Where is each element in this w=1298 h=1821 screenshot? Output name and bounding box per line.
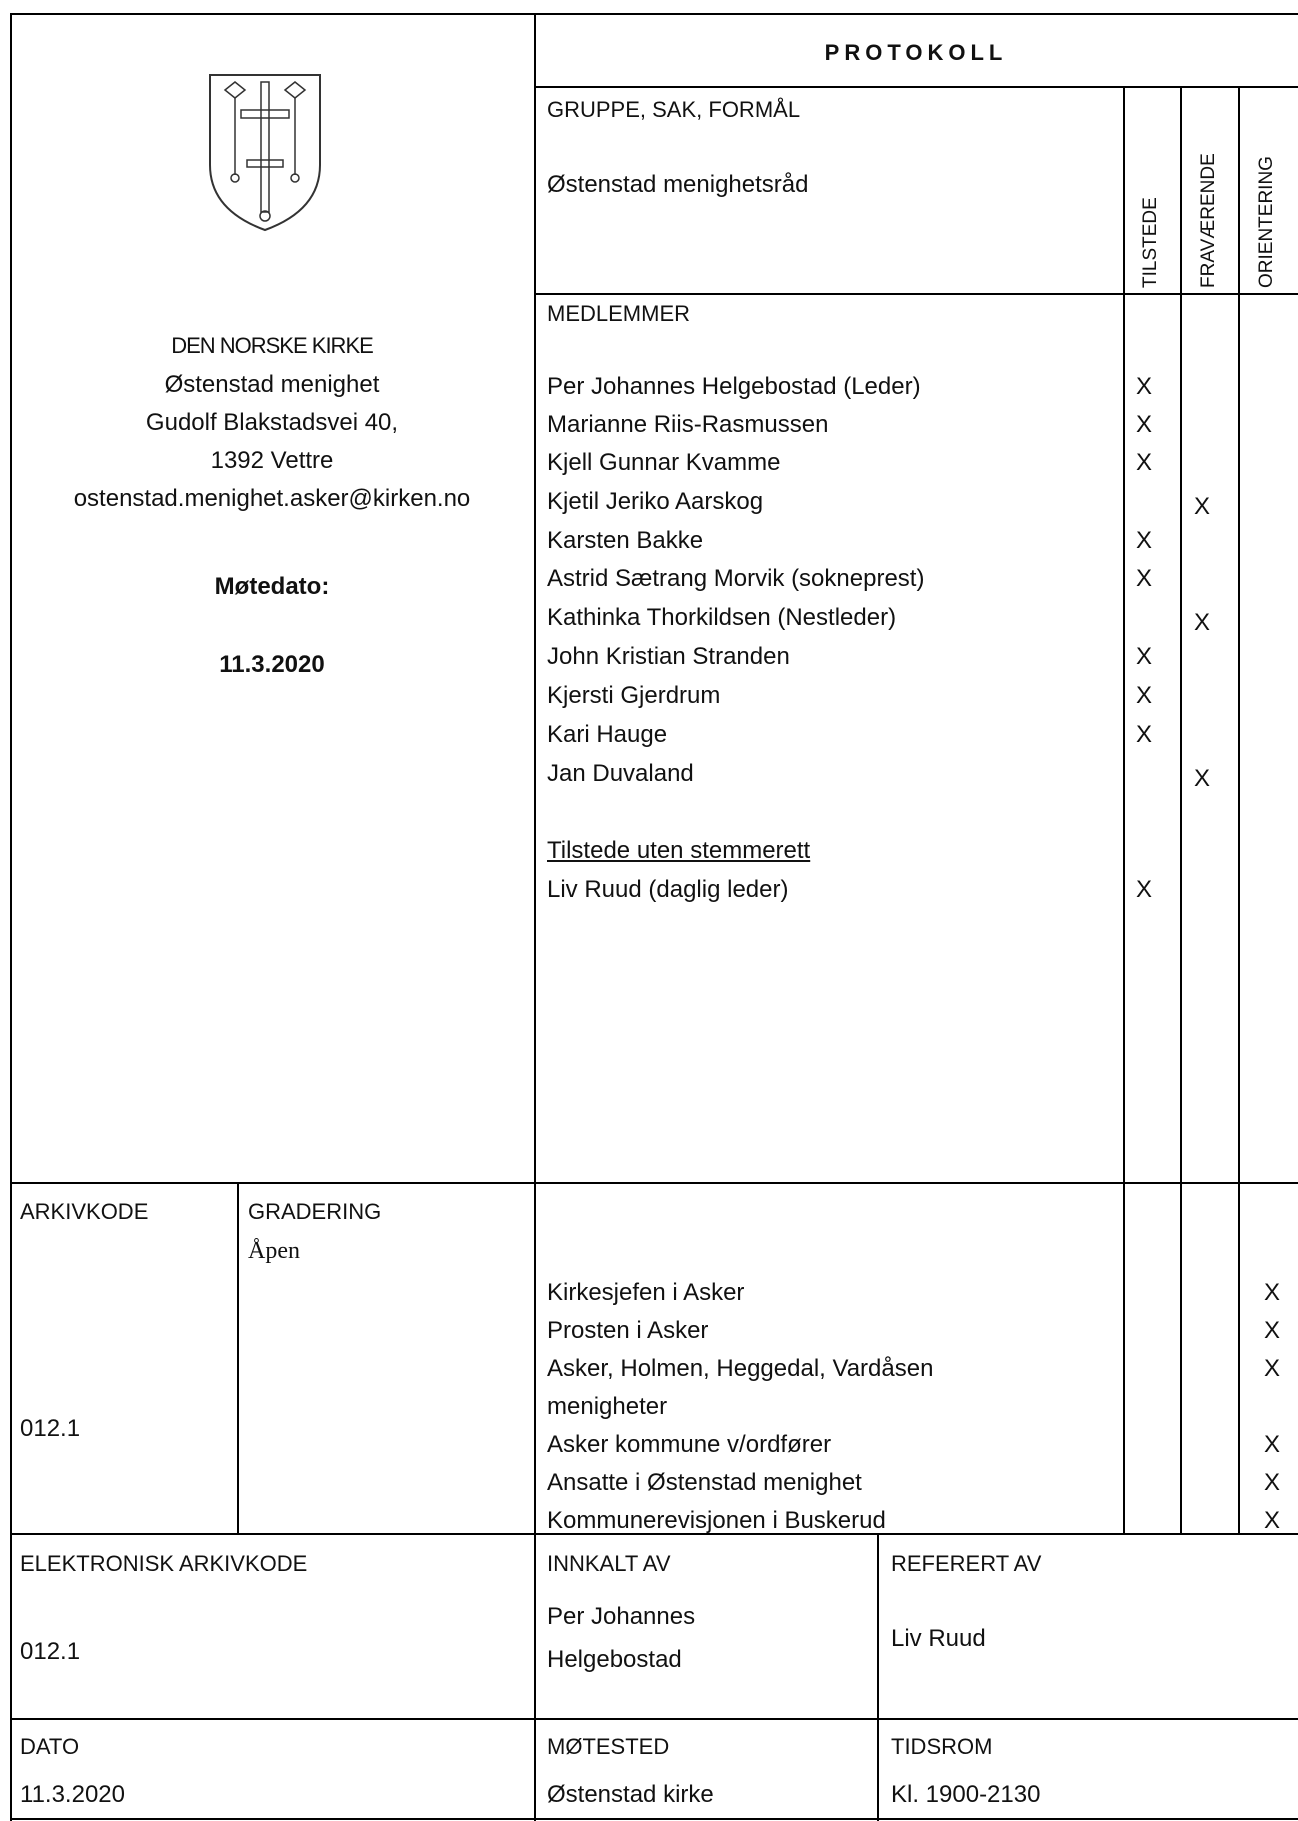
orientation-mark: X	[1264, 1431, 1281, 1458]
member-name: Astrid Sætrang Morvik (sokneprest)	[547, 565, 925, 592]
col-header-absent: FRAVÆRENDE	[1198, 153, 1219, 288]
archive-divider	[237, 1182, 239, 1535]
member-name: Kjersti Gjerdrum	[547, 682, 721, 709]
time-value: Kl. 1900-2130	[891, 1781, 1041, 1808]
protocol-title-underline	[534, 86, 1298, 88]
non-voting-heading: Tilstede uten stemmerett	[547, 837, 811, 864]
present-mark: X	[1136, 682, 1153, 709]
group-value: Østenstad menighetsråd	[547, 171, 809, 198]
church-cross-shield-icon	[205, 70, 325, 235]
main-divider	[534, 13, 536, 1821]
called-by-line1: Per Johannes	[547, 1603, 696, 1630]
org-parish: Østenstad menighet	[164, 371, 380, 398]
time-label: TIDSROM	[891, 1734, 993, 1759]
orientation-mark: X	[1264, 1469, 1281, 1496]
date-label: DATO	[20, 1734, 80, 1759]
orientation-recipient: Prosten i Asker	[547, 1317, 709, 1344]
orientation-mark: X	[1264, 1279, 1281, 1306]
orientation-recipient: Kommunerevisjonen i Buskerud	[547, 1507, 886, 1534]
present-mark: X	[1136, 565, 1153, 592]
col-divider-3	[1238, 86, 1240, 1535]
called-by-line2: Helgebostad	[547, 1646, 682, 1673]
members-bottom-line	[10, 1182, 1298, 1184]
orientation-recipient: Kirkesjefen i Asker	[547, 1279, 745, 1306]
member-name: John Kristian Stranden	[547, 643, 790, 670]
date-value: 11.3.2020	[20, 1781, 125, 1808]
orientation-recipient: Ansatte i Østenstad menighet	[547, 1469, 862, 1496]
present-mark: X	[1136, 411, 1153, 438]
present-mark: X	[1136, 643, 1153, 670]
meeting-date-label: Møtedato:	[214, 573, 330, 600]
member-name: Kathinka Thorkildsen (Nestleder)	[547, 604, 897, 631]
member-name: Kjetil Jeriko Aarskog	[547, 488, 764, 515]
meeting-date: 11.3.2020	[219, 651, 325, 678]
col-header-present: TILSTEDE	[1140, 197, 1161, 288]
church-logo	[205, 70, 325, 235]
referred-by-value: Liv Ruud	[891, 1625, 986, 1652]
table-border-left	[10, 13, 12, 1821]
orientation-recipient: Asker, Holmen, Heggedal, Vardåsen	[547, 1355, 934, 1382]
member-name: Jan Duvaland	[547, 760, 694, 787]
absent-mark: X	[1194, 765, 1211, 792]
footer-middle-line	[10, 1718, 1298, 1720]
org-name: DEN NORSKE KIRKE	[171, 333, 373, 358]
archive-code-label: ARKIVKODE	[20, 1199, 149, 1224]
venue-value: Østenstad kirke	[547, 1781, 714, 1808]
member-name: Kjell Gunnar Kvamme	[547, 449, 781, 476]
present-mark: X	[1136, 876, 1153, 903]
header-bottom-line	[534, 293, 1298, 295]
orientation-recipient: menigheter	[547, 1393, 668, 1420]
venue-label: MØTESTED	[547, 1734, 670, 1759]
col-divider-1	[1123, 86, 1125, 1535]
table-border-top	[10, 13, 1298, 15]
absent-mark: X	[1194, 609, 1211, 636]
member-name: Kari Hauge	[547, 721, 668, 748]
group-label: GRUPPE, SAK, FORMÅL	[547, 97, 801, 122]
col-divider-2	[1180, 86, 1182, 1535]
protocol-title: PROTOKOLL	[824, 40, 1008, 65]
called-by-label: INNKALT AV	[547, 1551, 671, 1576]
member-name: Liv Ruud (daglig leder)	[547, 876, 789, 903]
members-heading: MEDLEMMER	[547, 301, 691, 326]
org-postal: 1392 Vettre	[210, 447, 334, 474]
footer-divider	[877, 1533, 879, 1821]
present-mark: X	[1136, 721, 1153, 748]
col-header-orientation: ORIENTERING	[1256, 156, 1277, 288]
table-border-bottom	[10, 1818, 1298, 1820]
archive-code-value: 012.1	[20, 1415, 81, 1442]
present-mark: X	[1136, 449, 1153, 476]
orientation-mark: X	[1264, 1507, 1281, 1534]
electronic-code-value: 012.1	[20, 1638, 81, 1665]
member-name: Karsten Bakke	[547, 527, 704, 554]
absent-mark: X	[1194, 493, 1211, 520]
orientation-mark: X	[1264, 1317, 1281, 1344]
org-email: ostenstad.menighet.asker@kirken.no	[73, 485, 471, 512]
grading-value: Åpen	[248, 1238, 300, 1264]
orientation-recipient: Asker kommune v/ordfører	[547, 1431, 832, 1458]
orientation-mark: X	[1264, 1355, 1281, 1382]
member-name: Per Johannes Helgebostad (Leder)	[547, 373, 921, 400]
org-street: Gudolf Blakstadsvei 40,	[145, 409, 399, 436]
member-name: Marianne Riis-Rasmussen	[547, 411, 829, 438]
present-mark: X	[1136, 527, 1153, 554]
electronic-code-label: ELEKTRONISK ARKIVKODE	[20, 1551, 308, 1576]
referred-by-label: REFERERT AV	[891, 1551, 1042, 1576]
present-mark: X	[1136, 373, 1153, 400]
grading-label: GRADERING	[248, 1199, 382, 1224]
